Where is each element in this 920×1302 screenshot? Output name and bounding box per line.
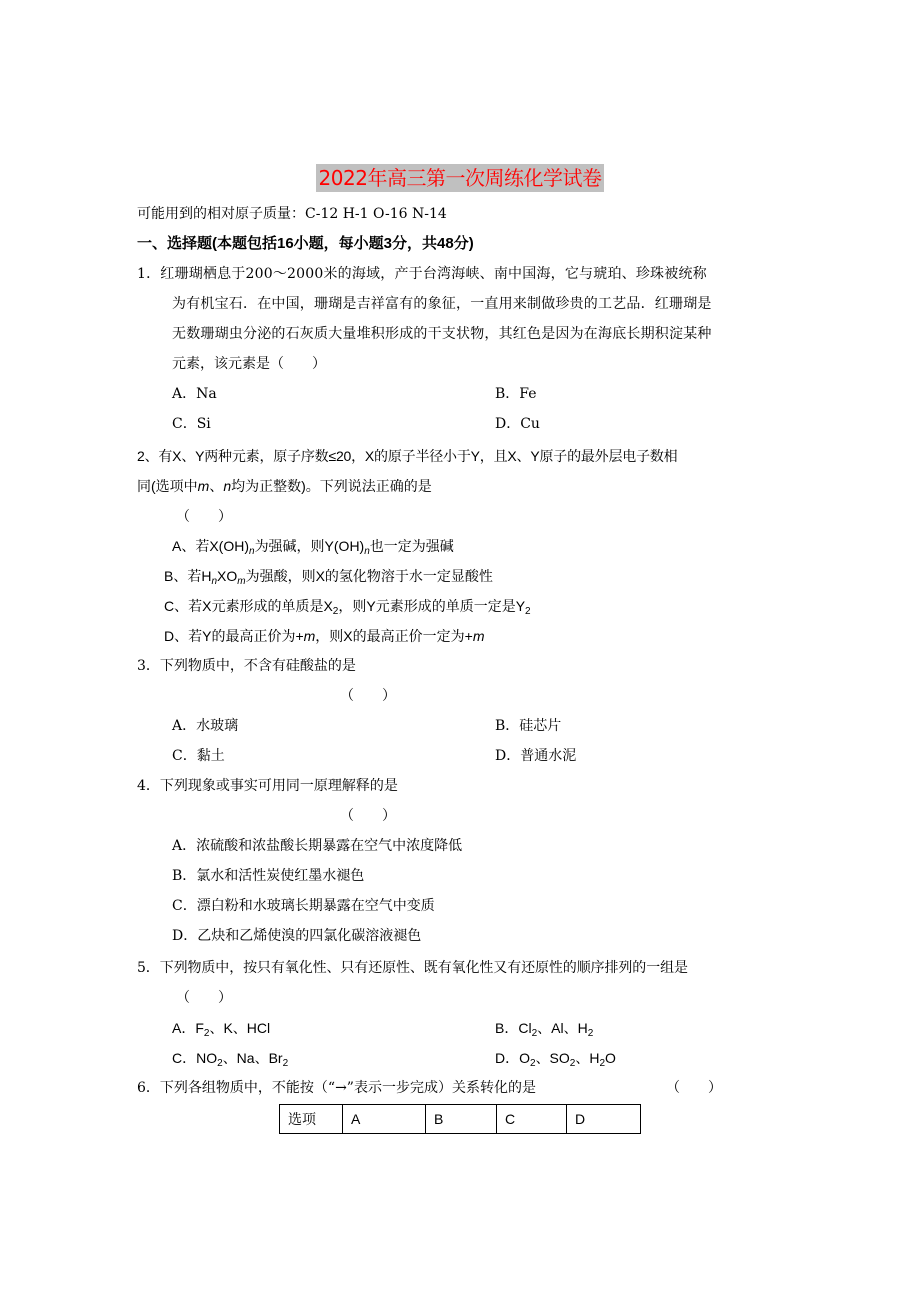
q4-option-d[interactable]: D．乙炔和乙烯使溴的四氯化碳溶液褪色 <box>172 928 422 944</box>
q2-text: 同(选项中 <box>137 478 198 494</box>
table-header-cell: C <box>497 1105 567 1134</box>
table-header-cell: B <box>426 1105 497 1134</box>
q5-text: C．NO <box>172 1050 218 1066</box>
q5-text: 、Na、Br <box>222 1050 283 1066</box>
q2-var-m: m <box>472 628 485 644</box>
q2-text: B、若H <box>164 568 212 584</box>
q5-option-c[interactable] <box>172 1048 288 1068</box>
q5-sub: 2 <box>217 1058 223 1069</box>
q1-option-b[interactable]: B．Fe <box>495 386 537 402</box>
q5-text: 、SO <box>535 1050 570 1066</box>
table-header-cell: 选项 <box>280 1105 343 1134</box>
q5-text: D．O <box>495 1050 530 1066</box>
q1-option-c[interactable]: C．Si <box>172 416 211 432</box>
q3-stem: 3．下列物质中，不含有硅酸盐的是 <box>137 658 356 674</box>
q2-stem-line: 2、有X、Y两种元素，原子序数≤20，X的原子半径小于Y，且X、Y原子的最外层电子数相 <box>137 448 678 464</box>
q2-sub: n <box>211 576 218 587</box>
q4-answer-blank: （ ） <box>340 808 396 824</box>
q2-text: 、 <box>209 478 224 494</box>
q5-text: 、K、HCl <box>209 1020 271 1036</box>
q4-option-c[interactable]: C．漂白粉和水玻璃长期暴露在空气中变质 <box>172 898 435 914</box>
q3-option-d[interactable]: D．普通水泥 <box>495 748 577 764</box>
q1-stem-line: 1．红珊瑚栖息于200～2000米的海域，产于台湾海峡、南中国海，它与琥珀、珍珠被统称 <box>137 266 707 282</box>
q2-text: ，则Y元素形成的单质一定是Y <box>338 598 526 614</box>
q3-option-c[interactable]: C．黏土 <box>172 748 225 764</box>
q2-option-a[interactable] <box>172 536 454 556</box>
q2-text: ，则X的最高正价一定为+ <box>315 628 473 644</box>
q1-option-a[interactable]: A．Na <box>172 386 217 402</box>
q2-option-c[interactable] <box>164 596 531 616</box>
table-row <box>280 1105 641 1134</box>
q5-sub: 2 <box>599 1058 606 1069</box>
q5-option-b[interactable] <box>495 1018 593 1038</box>
q2-text: D、若Y的最高正价为+ <box>164 628 304 644</box>
q2-text: A、若X(OH) <box>172 538 249 554</box>
q4-option-a[interactable]: A．浓硫酸和浓盐酸长期暴露在空气中浓度降低 <box>172 838 463 854</box>
q2-var-m: m <box>197 478 210 494</box>
q2-text: 为强酸，则X的氢化物溶于水一定显酸性 <box>245 568 493 584</box>
q3-option-b[interactable]: B．硅芯片 <box>495 718 562 734</box>
q6-answer-blank: （ ） <box>666 1080 722 1096</box>
q2-text: C、若X元素形成的单质是X <box>164 598 333 614</box>
q6-options-table <box>279 1104 641 1134</box>
q2-answer-blank: （ ） <box>176 508 232 524</box>
q2-text: 也一定为强碱 <box>369 538 454 554</box>
q2-sub: n <box>364 546 370 557</box>
q5-text: O <box>605 1050 616 1066</box>
q2-option-d[interactable] <box>164 626 484 646</box>
q3-option-a[interactable]: A．水玻璃 <box>172 718 239 734</box>
q1-stem-line: 无数珊瑚虫分泌的石灰质大量堆积形成的干支状物，其红色是因为在海底长期积淀某种 <box>172 326 712 342</box>
q5-sub: 2 <box>569 1058 576 1069</box>
q2-stem-line <box>137 476 432 496</box>
q6-stem: 6．下列各组物质中，不能按（“→”表示一步完成）关系转化的是 <box>137 1080 536 1096</box>
q3-answer-blank: （ ） <box>340 688 396 704</box>
q2-text: XO <box>217 568 238 584</box>
q5-sub: 2 <box>530 1058 536 1069</box>
table-header-cell: D <box>567 1105 641 1134</box>
q5-stem: 5．下列物质中，按只有氧化性、只有还原性、既有氧化性又有还原性的顺序排列的一组是 <box>137 960 688 976</box>
q2-text: 均为正整数)。下列说法正确的是 <box>231 478 432 494</box>
q5-sub: 2 <box>203 1028 210 1039</box>
q5-sub: 2 <box>282 1058 289 1069</box>
q5-answer-blank: （ ） <box>176 990 232 1006</box>
atomic-mass-note: 可能用到的相对原子质量：C-12 H-1 O-16 N-14 <box>137 206 447 222</box>
q2-sub: 2 <box>332 606 339 617</box>
q2-sub: m <box>237 576 246 587</box>
q1-stem-line: 为有机宝石．在中国，珊瑚是吉祥富有的象征，一直用来制做珍贵的工艺品．红珊瑚是 <box>172 296 712 312</box>
q1-stem-line: 元素，该元素是（ ） <box>172 356 326 372</box>
q2-var-m: m <box>303 628 316 644</box>
q5-option-a[interactable] <box>172 1018 270 1038</box>
q5-option-d[interactable] <box>495 1048 616 1068</box>
q2-sub: 2 <box>525 606 531 617</box>
q5-text: A．F <box>172 1020 204 1036</box>
page-title: 2022年高三第一次周练化学试卷 <box>316 164 604 192</box>
q5-text: 、H <box>575 1050 600 1066</box>
q4-stem: 4．下列现象或事实可用同一原理解释的是 <box>137 778 398 794</box>
q5-sub: 2 <box>587 1028 594 1039</box>
table-header-cell: A <box>343 1105 426 1134</box>
section-heading: 一、选择题(本题包括16小题，每小题3分，共48分) <box>137 235 474 252</box>
q5-sub: 2 <box>531 1028 538 1039</box>
q4-option-b[interactable]: B．氯水和活性炭使红墨水褪色 <box>172 868 365 884</box>
q2-sub: n <box>249 546 255 557</box>
q2-var-n: n <box>223 478 232 494</box>
q2-option-b[interactable] <box>164 566 493 586</box>
q5-text: B．Cl <box>495 1020 532 1036</box>
q1-option-d[interactable]: D．Cu <box>495 416 540 432</box>
q2-text: 为强碱，则Y(OH) <box>254 538 365 554</box>
q5-text: 、Al、H <box>537 1020 588 1036</box>
